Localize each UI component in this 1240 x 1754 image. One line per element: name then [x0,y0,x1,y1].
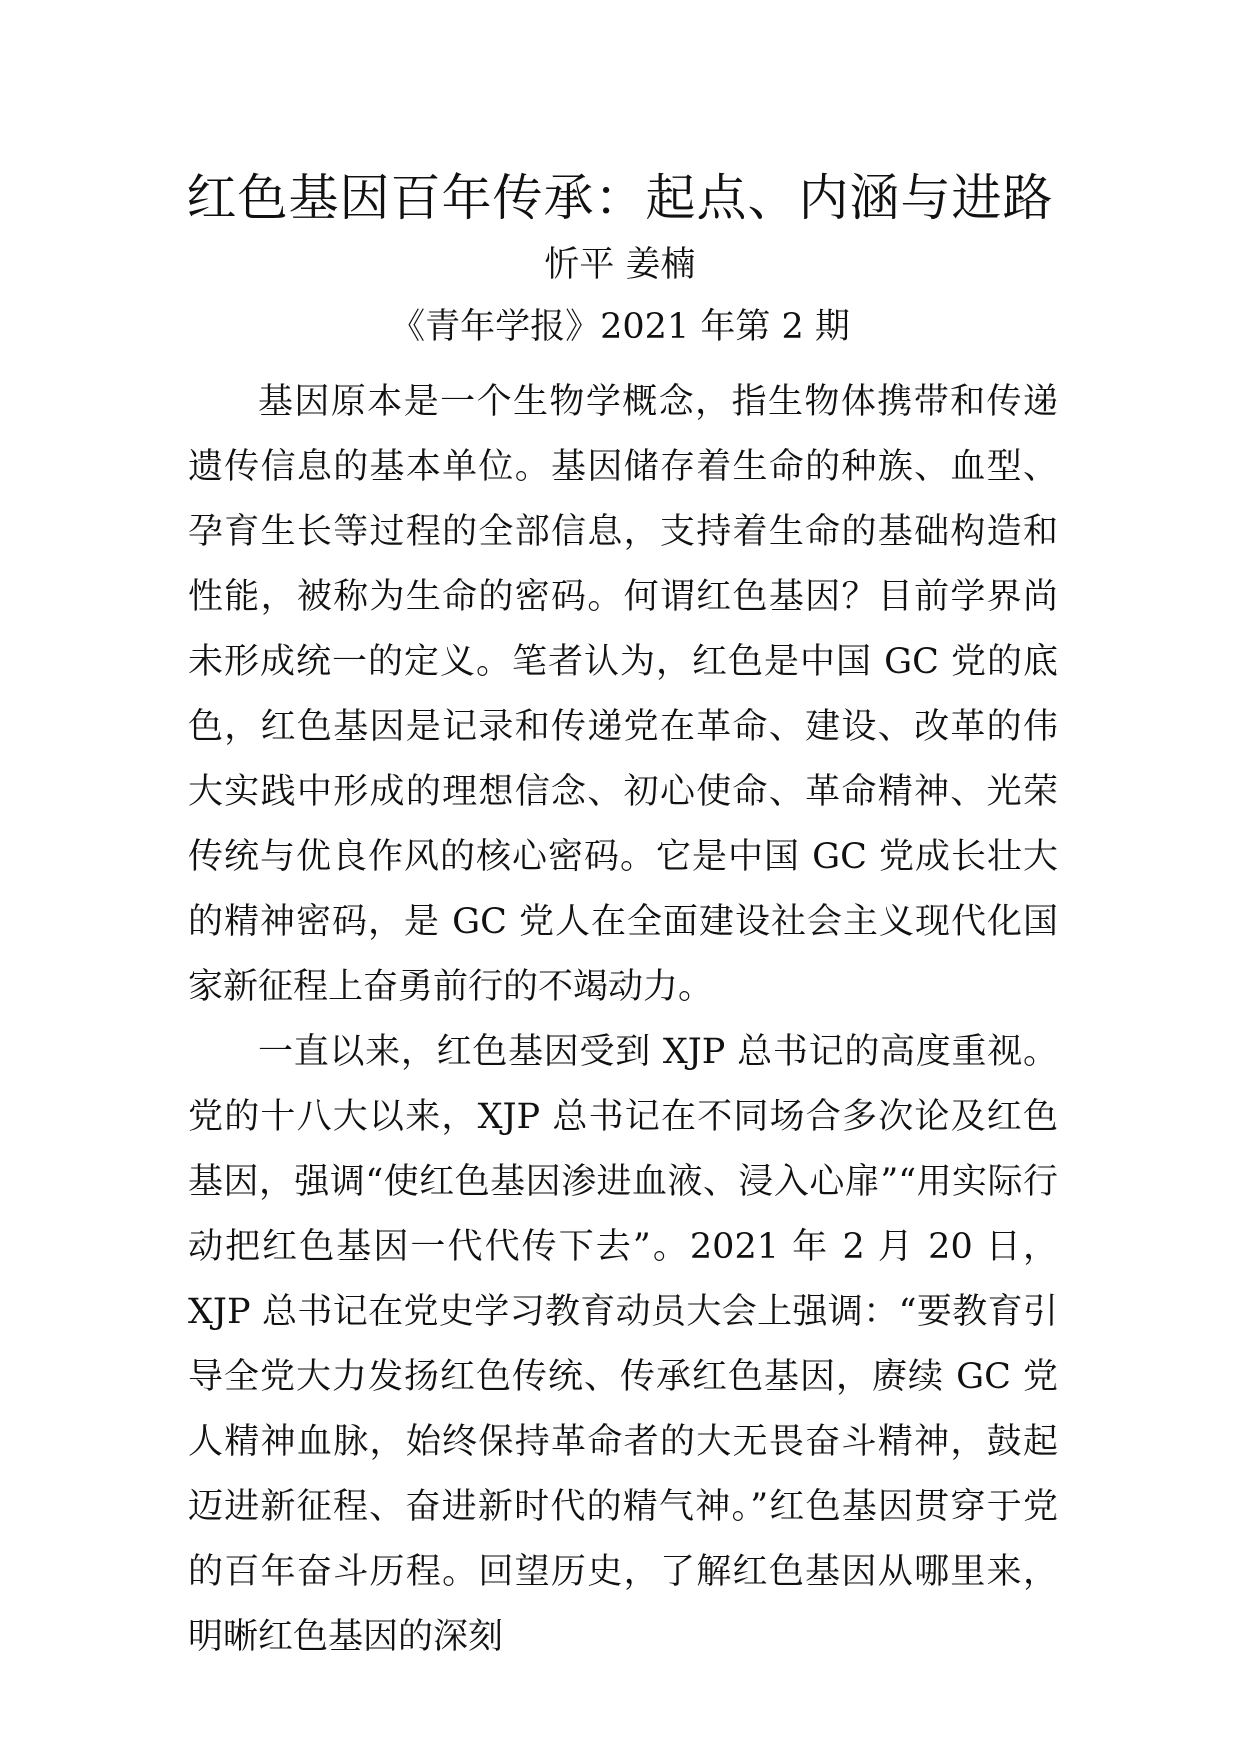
document-authors: 忻平 姜楠 [544,245,696,285]
document-source: 《青年学报》2021 年第 2 期 [390,307,850,347]
document-title: 红色基因百年传承：起点、内涵与进路 [186,169,1054,227]
document-body [188,370,1058,1670]
body-paragraph: 一直以来，红色基因受到 XJP 总书记的高度重视。党的十八大以来，XJP 总书记在不同场合多次论及红色基因，强调“使红色基因渗进血液、浸入心扉”“用实际行动把红色基因一代代传下去”。2021 年 2 月 20 日，XJP 总书记在党史学习教育动员大会上强调：“要教育引导全党大力发扬红色传统、传承红色基因，赓续 GC 党人精神血脉，始终保持革命者的大无畏奋斗精神，鼓起迈进新征程、奋进新时代的精气神。”红色基因贯穿于党的百年奋斗历程。回望历史，了解红色基因从哪里来，明晰红色基因的深刻 [188,1032,1058,1657]
body-paragraph: 基因原本是一个生物学概念，指生物体携带和传递遗传信息的基本单位。基因储存着生命的种族、血型、孕育生长等过程的全部信息，支持着生命的基础构造和性能，被称为生命的密码。何谓红色基因？目前学界尚未形成统一的定义。笔者认为，红色是中国 GC 党的底色，红色基因是记录和传递党在革命、建设、改革的伟大实践中形成的理想信念、初心使命、革命精神、光荣传统与优良作风的核心密码。它是中国 GC 党成长壮大的精神密码，是 GC 党人在全面建设社会主义现代化国家新征程上奋勇前行的不竭动力。 [188,382,1058,1007]
